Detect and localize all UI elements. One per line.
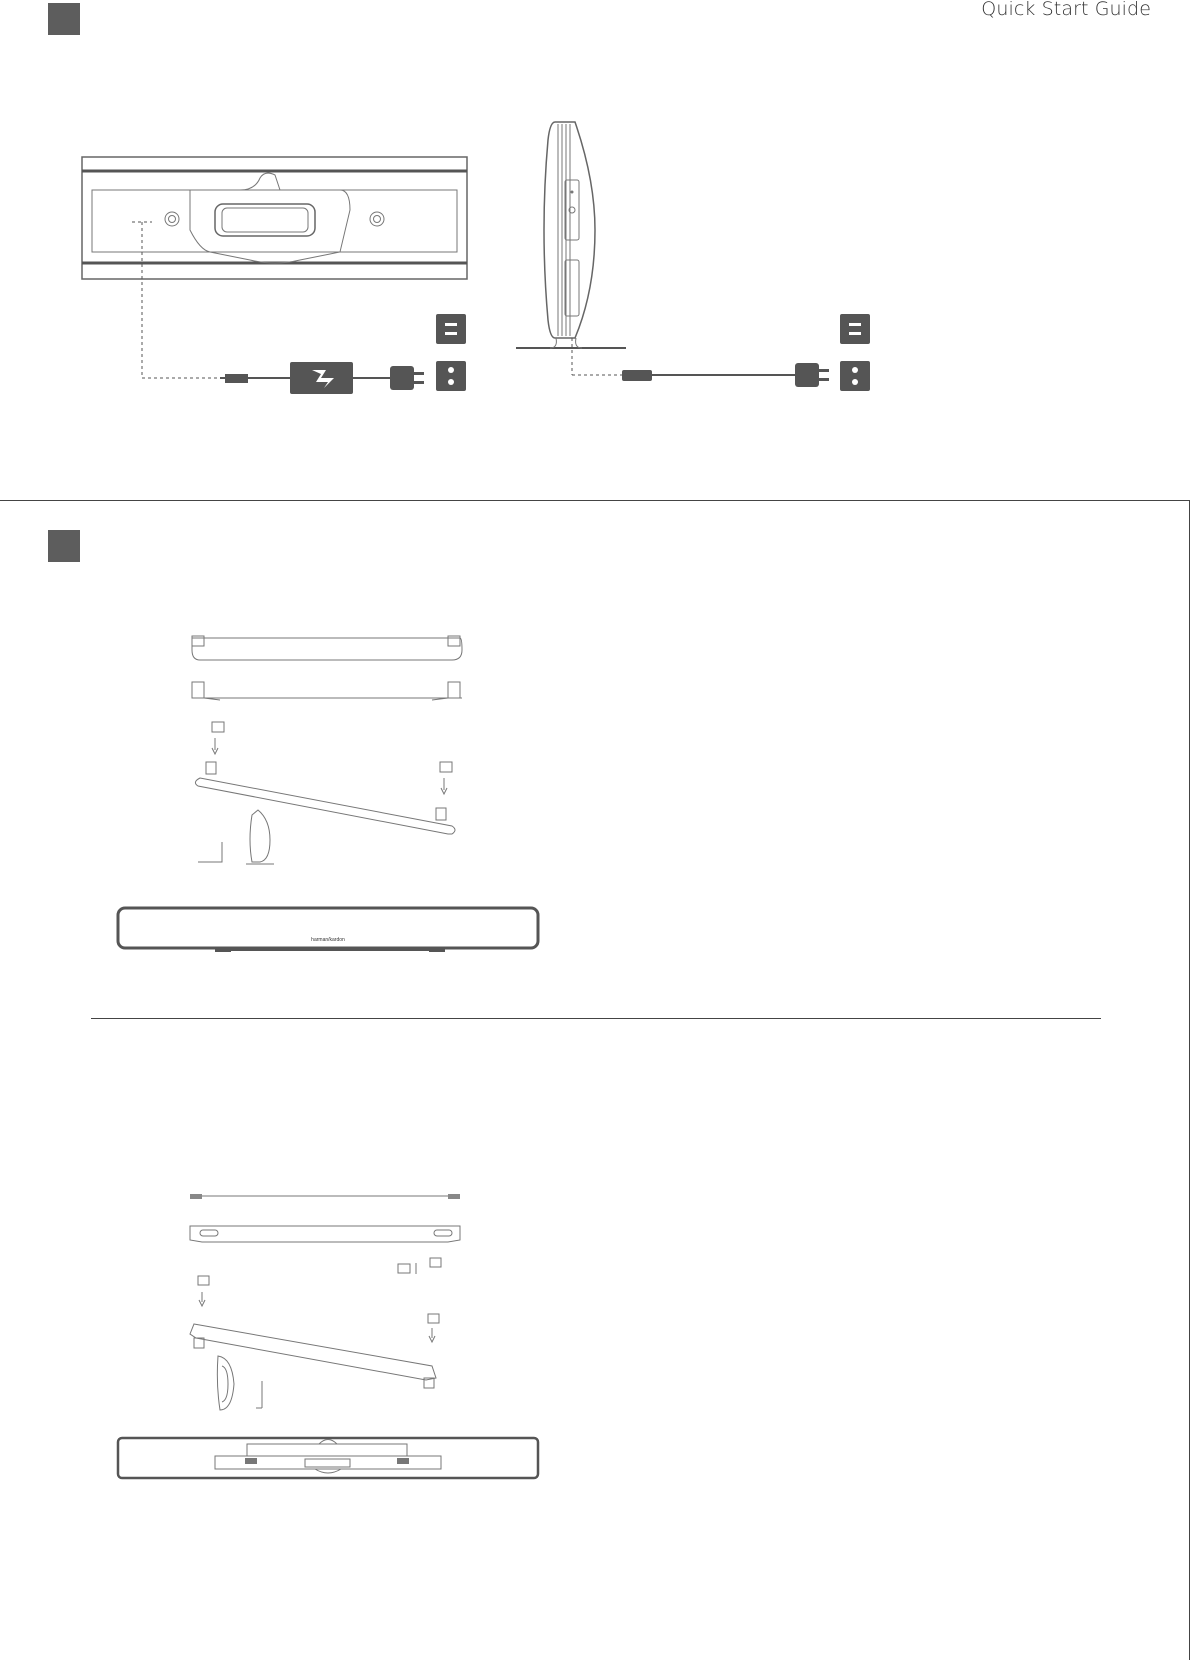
soundbar-front-on-stand (115, 905, 545, 965)
soundbar-wall-bracket-view (115, 1435, 545, 1485)
page-title: Quick Start Guide (981, 0, 1151, 20)
brand-logo-text: harman/kardon (311, 937, 345, 943)
wall-mount-assembly-illustration (190, 1188, 490, 1418)
step-1-marker (48, 3, 80, 35)
section-divider (91, 1018, 1101, 1019)
wall-outlet-round-icon (436, 361, 468, 393)
wall-outlet-round-icon-right (840, 361, 872, 393)
table-stand-assembly-illustration (190, 630, 490, 870)
section-2-frame (0, 500, 1190, 1660)
soundbar-rear-illustration (80, 150, 480, 390)
subwoofer-side-illustration (510, 120, 860, 400)
wall-outlet-flat-icon (436, 314, 468, 346)
wall-outlet-flat-icon-right (840, 314, 872, 346)
step-2-marker (48, 530, 80, 562)
